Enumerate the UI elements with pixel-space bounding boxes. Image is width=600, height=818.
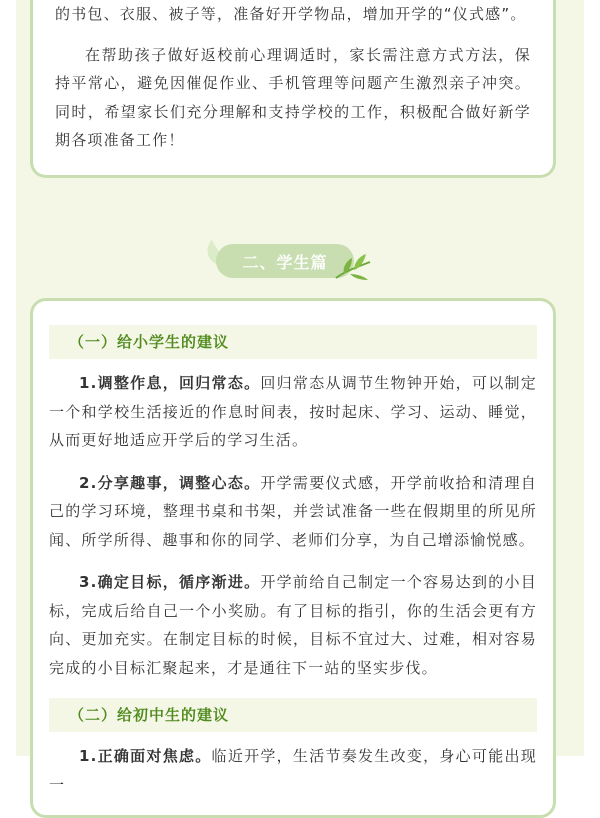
advice-item-2-text: 开学需要仪式感，开学前收拾和清理自己的学习环境，整理书桌和书架，并尝试准备一些在假期里的所见所闻、所学所得、趣事和你的同学、老师们分享，为自己增添愉悦感。 bbox=[49, 473, 537, 549]
paragraph-fragment: 的书包、衣服、被子等，准备好开学物品，增加开学的“仪式感”。 bbox=[55, 5, 527, 23]
advice-item-3-title: 3.确定目标，循序渐进。 bbox=[79, 573, 261, 591]
advice-item-3-text: 开学前给自己制定一个容易达到的小目标，完成后给自己一个小奖励。有了目标的指引，你的生活会更有方向、更加充实。在制定目标的时候，目标不宜过大、过难，相对容易完成的小目标汇聚起来，才是通往下一站的坚实步伐。 bbox=[49, 573, 537, 677]
leaf-sprig-icon bbox=[334, 252, 374, 282]
student-advice-card bbox=[30, 298, 556, 818]
advice-item-middle-1 bbox=[49, 742, 537, 799]
advice-item-2 bbox=[49, 469, 537, 555]
section-title-student bbox=[216, 244, 354, 278]
advice-item-3 bbox=[49, 568, 537, 682]
parent-advice-card bbox=[30, 0, 556, 178]
article-page bbox=[16, 0, 584, 794]
advice-item-1 bbox=[49, 369, 537, 455]
advice-item-1-title: 1.调整作息，回归常态。 bbox=[79, 374, 261, 392]
advice-item-middle-1-text: 临近开学，生活节奏发生改变，身心可能出现一 bbox=[49, 747, 537, 794]
advice-item-2-title: 2.分享趣事，调整心态。 bbox=[79, 473, 261, 492]
subsection-heading-middle-school: （二）给初中生的建议 bbox=[49, 698, 537, 732]
section-title-text: 二、学生篇 bbox=[242, 252, 328, 272]
advice-item-middle-1-title: 1.正确面对焦虑。 bbox=[79, 747, 212, 765]
paragraph-parent-guidance: 在帮助孩子做好返校前心理调适时，家长需注意方式方法，保持平常心，避免因催促作业、手机管理等问题产生激烈亲子冲突。同时，希望家长们充分理解和支持学校的工作，积极配合做好新学期各项准备工作！ bbox=[55, 45, 531, 149]
advice-item-1-text: 回归常态从调节生物钟开始，可以制定一个和学校生活接近的作息时间表，按时起床、学习、运动、睡觉，从而更好地适应开学后的学习生活。 bbox=[49, 374, 537, 449]
subsection-heading-primary: （一）给小学生的建议 bbox=[49, 325, 537, 359]
